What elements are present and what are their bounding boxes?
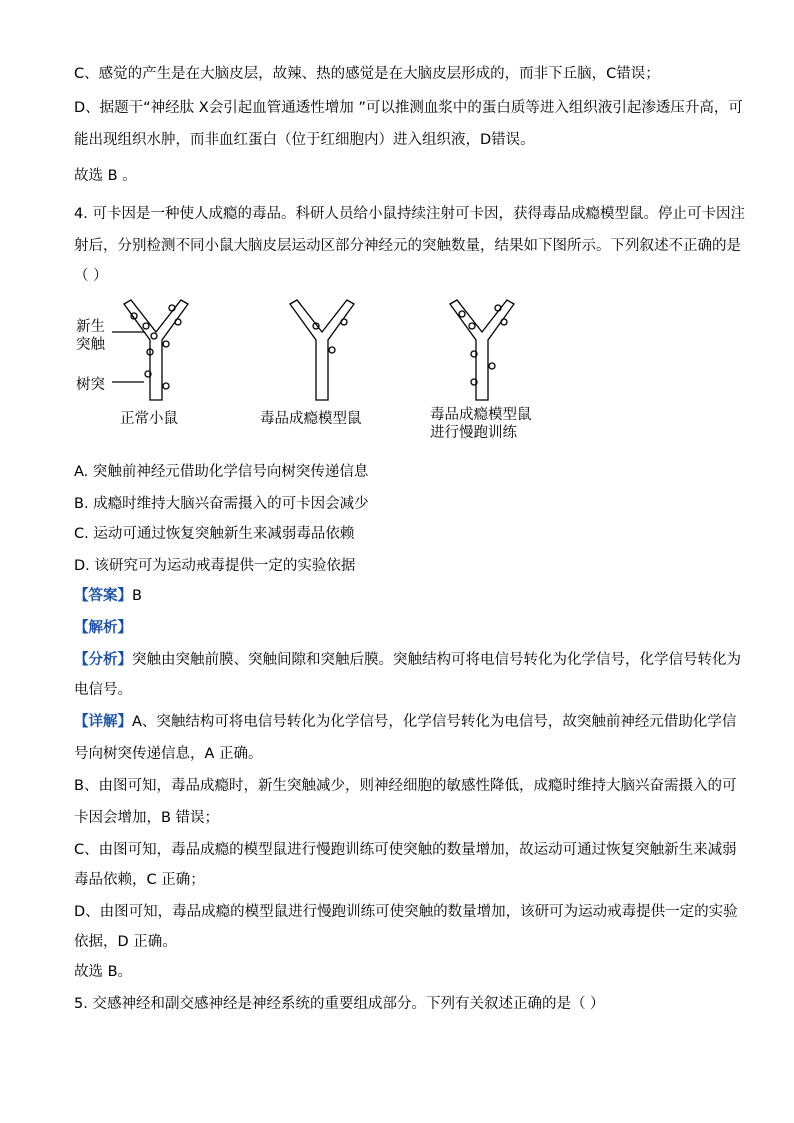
text-line: D、据题干“神经肽 X会引起血管通透性增加 ”可以推测血浆中的蛋白质等进入组织液引起渗透压升高，可 <box>74 100 743 116</box>
synapse-figure <box>60 296 560 446</box>
text-line: C、感觉的产生是在大脑皮层，故辣、热的感觉是在大脑皮层形成的，而非下丘脑，C错误； <box>74 66 660 82</box>
text-line: 依据，D 正确。 <box>74 934 177 950</box>
neuron-normal <box>124 300 188 400</box>
option-b: B. 成瘾时维持大脑兴奋需摄入的可卡因会减少 <box>74 496 369 512</box>
text-line: 卡因会增加，B 错误； <box>74 810 220 826</box>
neuron-addicted <box>290 300 354 400</box>
fenxi-tag: 【分析】 <box>74 652 132 668</box>
caption-addicted: 毒品成瘾模型鼠 <box>260 411 362 427</box>
label-new-synapse: 新生 <box>76 319 105 335</box>
synapse-dot <box>329 347 335 353</box>
synapse-dot <box>501 319 507 325</box>
label-dendrite: 树突 <box>76 377 105 393</box>
text-line: 能出现组织水肿，而非血红蛋白（位于红细胞内）进入组织液，D错误。 <box>74 132 535 148</box>
synapse-dot <box>163 341 169 347</box>
option-c: C. 运动可通过恢复突触新生来减弱毒品依赖 <box>74 526 355 542</box>
synapse-dot <box>489 363 495 369</box>
synapse-dot <box>469 323 475 329</box>
question-4-stem: 射后，分别检测不同小鼠大脑皮层运动区部分神经元的突触数量，结果如下图所示。下列叙述不正确的是 <box>74 238 741 254</box>
question-5-stem: 5. 交感神经和副交感神经是神经系统的重要组成部分。下列有关叙述正确的是（ ） <box>74 996 605 1012</box>
answer-line <box>74 586 142 606</box>
fenxi-text: 突触由突触前膜、突触间隙和突触后膜。突触结构可将电信号转化为化学信号，化学信号转化为 <box>132 652 741 668</box>
text-line: 号向树突传递信息，A 正确。 <box>74 746 263 762</box>
question-4-stem: 4. 可卡因是一种使人成瘾的毒品。科研人员给小鼠持续注射可卡因，获得毒品成瘾模型鼠。停止可卡因注 <box>74 206 745 222</box>
neuron-running <box>450 300 514 400</box>
answer-value: B <box>132 588 142 604</box>
text-line: 故选 B 。 <box>74 168 137 184</box>
synapse-dot <box>143 323 149 329</box>
text-line: B、由图可知，毒品成瘾时，新生突触减少，则神经细胞的敏感性降低，成瘾时维持大脑兴奋需摄入的可 <box>74 778 737 794</box>
text-line: 电信号。 <box>74 682 132 698</box>
question-4-stem: （ ） <box>74 268 108 284</box>
synapse-dot <box>163 383 169 389</box>
xiangjie-line <box>74 712 736 732</box>
text-line: D、由图可知，毒品成瘾的模型鼠进行慢跑训练可使突触的数量增加，该研可为运动戒毒提供一定的实验 <box>74 904 738 920</box>
caption-normal: 正常小鼠 <box>120 411 178 427</box>
analysis-tag: 【解析】 <box>74 620 132 636</box>
xiangjie-tag: 【详解】 <box>74 714 132 730</box>
caption-running: 进行慢跑训练 <box>430 425 517 441</box>
label-new-synapse: 突触 <box>76 337 105 353</box>
synapse-dot <box>151 333 157 339</box>
xiangjie-text: A、突触结构可将电信号转化为化学信号，化学信号转化为电信号，故突触前神经元借助化学信 <box>132 714 737 730</box>
answer-tag: 【答案】 <box>74 588 132 604</box>
text-line: 毒品依赖，C 正确； <box>74 872 205 888</box>
synapse-dot <box>459 311 465 317</box>
caption-running: 毒品成瘾模型鼠 <box>430 407 532 423</box>
analysis-heading <box>74 618 132 638</box>
synapse-dot <box>175 319 181 325</box>
text-line: 故选 B。 <box>74 964 133 980</box>
option-d: D. 该研究可为运动戒毒提供一定的实验依据 <box>74 558 356 574</box>
option-a: A. 突触前神经元借助化学信号向树突传递信息 <box>74 464 369 480</box>
fenxi-line <box>74 650 741 670</box>
synapse-dot <box>341 319 347 325</box>
text-line: C、由图可知，毒品成瘾的模型鼠进行慢跑训练可使突触的数量增加，故运动可通过恢复突触新生来减弱 <box>74 842 737 858</box>
